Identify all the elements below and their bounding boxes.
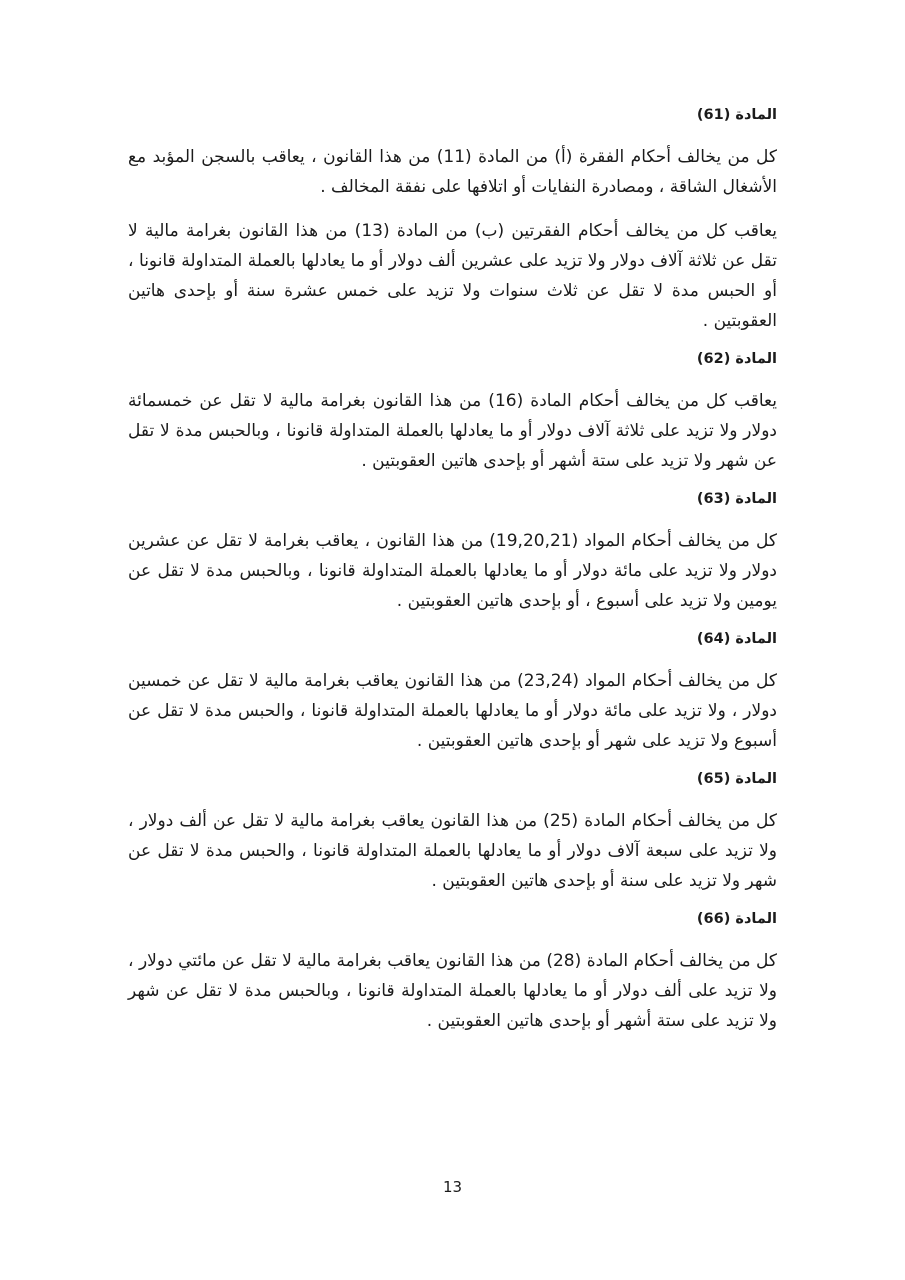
article-61-paragraph-2: يعاقب كل من يخالف أحكام الفقرتين (ب) من المادة (13) من هذا القانون بغرامة مالية لا تقل عن ثلاثة آلاف دولار ولا تزيد على عشرين ألف دولار أو ما يعادلها بالعملة المتداولة قانونا ، أو الحبس مدة لا تقل عن ثلاث سنوات ولا تزيد على خمس عشرة سنة أو بإحدى هاتين العقوبتين . bbox=[128, 221, 778, 331]
article-61-paragraph-1: كل من يخالف أحكام الفقرة (أ) من المادة (11) من هذا القانون ، يعاقب بالسجن المؤبد مع الأشغال الشاقة ، ومصادرة النفايات أو اتلافها على نفقة المخالف . bbox=[128, 147, 777, 197]
article-65-title: المادة (65) bbox=[696, 771, 777, 787]
page-number: 13 bbox=[442, 1178, 463, 1196]
article-66-title: المادة (66) bbox=[696, 911, 777, 927]
article-65-paragraph-1: كل من يخالف أحكام المادة (25) من هذا القانون يعاقب بغرامة مالية لا تقل عن ألف دولار ، ولا تزيد على سبعة آلاف دولار أو ما يعادلها بالعملة المتداولة قانونا ، والحبس مدة لا تقل عن شهر ولا تزيد على سنة أو بإحدى هاتين العقوبتين . bbox=[128, 811, 778, 891]
article-64-title: المادة (64) bbox=[696, 631, 777, 647]
article-63-title: المادة (63) bbox=[696, 491, 777, 507]
article-64-paragraph-1: كل من يخالف أحكام المواد (23,24) من هذا القانون يعاقب بغرامة مالية لا تقل عن خمسين دولار ، ولا تزيد على مائة دولار أو ما يعادلها بالعملة المتداولة قانونا ، والحبس مدة لا تقل عن أسبوع ولا تزيد على شهر أو بإحدى هاتين العقوبتين . bbox=[128, 671, 777, 751]
article-61-title: المادة (61) bbox=[696, 107, 777, 123]
article-66-paragraph-1: كل من يخالف أحكام المادة (28) من هذا القانون يعاقب بغرامة مالية لا تقل عن مائتي دولار ، ولا تزيد على ألف دولار أو ما يعادلها بالعملة المتداولة قانونا ، وبالحبس مدة لا تقل عن شهر ولا تزيد على ستة أشهر أو بإحدى هاتين العقوبتين . bbox=[128, 951, 777, 1031]
article-62-title: المادة (62) bbox=[696, 351, 777, 367]
article-63-paragraph-1: كل من يخالف أحكام المواد (19,20,21) من هذا القانون ، يعاقب بغرامة لا تقل عن عشرين دولار ولا تزيد على مائة دولار أو ما يعادلها بالعملة المتداولة قانونا ، وبالحبس مدة لا تقل عن يومين ولا تزيد على أسبوع ، أو بإحدى هاتين العقوبتين . bbox=[128, 531, 778, 611]
document-content bbox=[128, 106, 777, 1050]
article-62-paragraph-1: يعاقب كل من يخالف أحكام المادة (16) من هذا القانون بغرامة مالية لا تقل عن خمسمائة دولار ولا تزيد على ثلاثة آلاف دولار أو ما يعادلها بالعملة المتداولة قانونا ، وبالحبس مدة لا تقل عن شهر ولا تزيد على ستة أشهر أو بإحدى هاتين العقوبتين . bbox=[128, 391, 777, 471]
